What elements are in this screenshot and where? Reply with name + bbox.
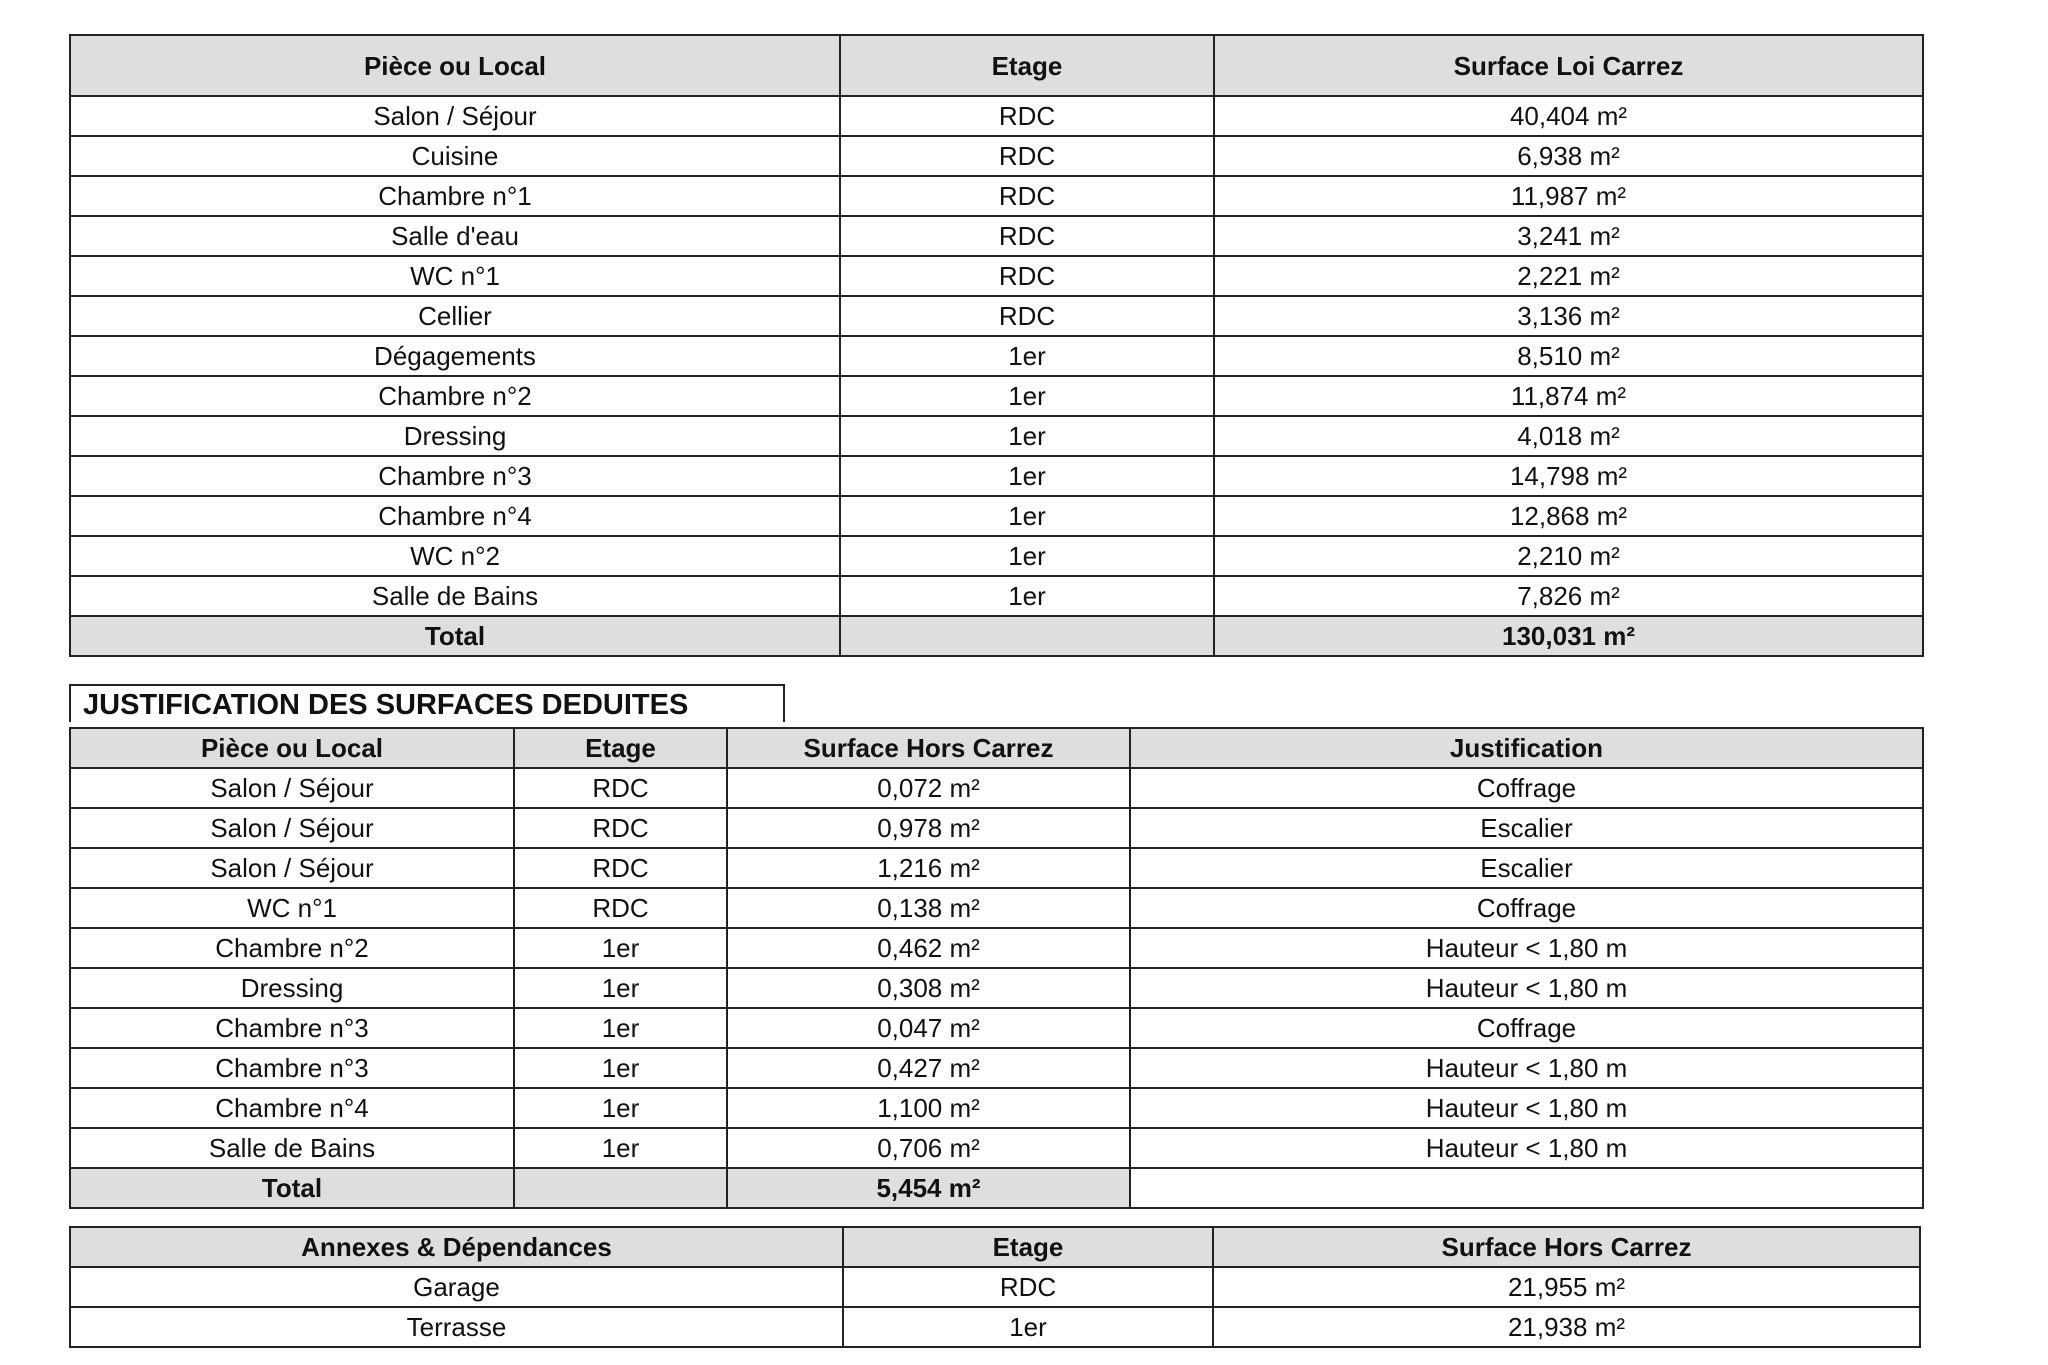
cell-justification: Coffrage	[1130, 1008, 1923, 1048]
table-row	[70, 808, 1923, 848]
cell-justification: Escalier	[1130, 808, 1923, 848]
cell-piece: Salle de Bains	[70, 1128, 514, 1168]
cell-piece: WC n°1	[70, 256, 840, 296]
cell-etage: RDC	[514, 808, 727, 848]
cell-piece: WC n°1	[70, 888, 514, 928]
cell-piece: Cuisine	[70, 136, 840, 176]
cell-surface: 2,210 m²	[1214, 536, 1923, 576]
cell-surface: 3,136 m²	[1214, 296, 1923, 336]
cell-piece: Dégagements	[70, 336, 840, 376]
justification-title: JUSTIFICATION DES SURFACES DEDUITES	[69, 684, 785, 722]
cell-piece: Cellier	[70, 296, 840, 336]
table-row	[70, 176, 1923, 216]
table-row	[70, 416, 1923, 456]
cell-piece: Chambre n°1	[70, 176, 840, 216]
cell-surface: 0,978 m²	[727, 808, 1130, 848]
total-label: Total	[70, 616, 840, 656]
cell-piece: Salon / Séjour	[70, 808, 514, 848]
table-row	[70, 888, 1923, 928]
table-row	[70, 1008, 1923, 1048]
table-row	[70, 928, 1923, 968]
cell-surface: 0,138 m²	[727, 888, 1130, 928]
cell-surface: 40,404 m²	[1214, 96, 1923, 136]
cell-etage: 1er	[514, 1088, 727, 1128]
cell-piece: Chambre n°2	[70, 928, 514, 968]
annexes-table	[69, 1226, 1921, 1348]
total-surface: 130,031 m²	[1214, 616, 1923, 656]
cell-piece: Salle d'eau	[70, 216, 840, 256]
table-row	[70, 768, 1923, 808]
table-row	[70, 296, 1923, 336]
column-header-surface: Surface Hors Carrez	[1213, 1227, 1920, 1267]
cell-surface: 11,874 m²	[1214, 376, 1923, 416]
cell-surface: 0,308 m²	[727, 968, 1130, 1008]
total-etage	[840, 616, 1214, 656]
table-row	[70, 1088, 1923, 1128]
total-etage	[514, 1168, 727, 1208]
table-row	[70, 1307, 1920, 1347]
cell-surface: 3,241 m²	[1214, 216, 1923, 256]
cell-etage: RDC	[514, 888, 727, 928]
table-row	[70, 96, 1923, 136]
loi-carrez-table	[69, 34, 1924, 657]
cell-etage: 1er	[514, 1008, 727, 1048]
cell-etage: 1er	[840, 376, 1214, 416]
column-header-etage: Etage	[843, 1227, 1213, 1267]
cell-piece: Dressing	[70, 968, 514, 1008]
total-row	[70, 616, 1923, 656]
cell-surface: 7,826 m²	[1214, 576, 1923, 616]
table-row	[70, 136, 1923, 176]
cell-surface: 0,706 m²	[727, 1128, 1130, 1168]
cell-justification: Hauteur < 1,80 m	[1130, 1128, 1923, 1168]
column-header-etage: Etage	[840, 35, 1214, 96]
cell-piece: WC n°2	[70, 536, 840, 576]
cell-etage: 1er	[840, 416, 1214, 456]
table-row	[70, 256, 1923, 296]
cell-piece: Chambre n°3	[70, 1048, 514, 1088]
cell-justification: Escalier	[1130, 848, 1923, 888]
cell-etage: 1er	[840, 456, 1214, 496]
cell-surface: 1,100 m²	[727, 1088, 1130, 1128]
cell-surface: 0,427 m²	[727, 1048, 1130, 1088]
table-row	[70, 536, 1923, 576]
column-header-piece: Pièce ou Local	[70, 35, 840, 96]
total-row	[70, 1168, 1923, 1208]
total-surface: 5,454 m²	[727, 1168, 1130, 1208]
cell-etage: 1er	[840, 336, 1214, 376]
cell-piece: Chambre n°3	[70, 456, 840, 496]
cell-etage: 1er	[514, 968, 727, 1008]
table-row	[70, 336, 1923, 376]
cell-etage: 1er	[840, 576, 1214, 616]
table-row	[70, 496, 1923, 536]
column-header-justification: Justification	[1130, 728, 1923, 768]
cell-etage: RDC	[840, 136, 1214, 176]
cell-piece: Salon / Séjour	[70, 848, 514, 888]
cell-etage: 1er	[840, 536, 1214, 576]
table-header-row	[70, 1227, 1920, 1267]
cell-piece: Chambre n°4	[70, 496, 840, 536]
cell-etage: RDC	[843, 1267, 1213, 1307]
total-label: Total	[70, 1168, 514, 1208]
table-row	[70, 456, 1923, 496]
cell-surface: 0,047 m²	[727, 1008, 1130, 1048]
cell-etage: 1er	[514, 1048, 727, 1088]
table-row	[70, 848, 1923, 888]
cell-justification: Hauteur < 1,80 m	[1130, 928, 1923, 968]
cell-surface: 1,216 m²	[727, 848, 1130, 888]
cell-etage: 1er	[514, 928, 727, 968]
table-row	[70, 968, 1923, 1008]
cell-piece: Salon / Séjour	[70, 768, 514, 808]
cell-surface: 6,938 m²	[1214, 136, 1923, 176]
cell-surface: 4,018 m²	[1214, 416, 1923, 456]
cell-piece: Chambre n°4	[70, 1088, 514, 1128]
cell-surface: 0,462 m²	[727, 928, 1130, 968]
justification-table	[69, 727, 1924, 1209]
cell-piece: Chambre n°2	[70, 376, 840, 416]
cell-surface: 8,510 m²	[1214, 336, 1923, 376]
table-header-row	[70, 728, 1923, 768]
cell-piece: Dressing	[70, 416, 840, 456]
column-header-piece: Pièce ou Local	[70, 728, 514, 768]
cell-annexe: Garage	[70, 1267, 843, 1307]
cell-justification: Hauteur < 1,80 m	[1130, 1088, 1923, 1128]
cell-surface: 2,221 m²	[1214, 256, 1923, 296]
cell-surface: 21,938 m²	[1213, 1307, 1920, 1347]
table-row	[70, 376, 1923, 416]
cell-piece: Chambre n°3	[70, 1008, 514, 1048]
cell-annexe: Terrasse	[70, 1307, 843, 1347]
cell-etage: 1er	[514, 1128, 727, 1168]
table-row	[70, 1267, 1920, 1307]
cell-justification: Hauteur < 1,80 m	[1130, 1048, 1923, 1088]
total-justification	[1130, 1168, 1923, 1208]
column-header-etage: Etage	[514, 728, 727, 768]
cell-surface: 21,955 m²	[1213, 1267, 1920, 1307]
table-row	[70, 216, 1923, 256]
cell-etage: RDC	[840, 296, 1214, 336]
table-row	[70, 1048, 1923, 1088]
cell-etage: RDC	[840, 176, 1214, 216]
table-header-row	[70, 35, 1923, 96]
cell-etage: RDC	[840, 216, 1214, 256]
cell-etage: 1er	[840, 496, 1214, 536]
table-row	[70, 1128, 1923, 1168]
cell-surface: 11,987 m²	[1214, 176, 1923, 216]
cell-justification: Coffrage	[1130, 888, 1923, 928]
cell-etage: 1er	[843, 1307, 1213, 1347]
cell-surface: 12,868 m²	[1214, 496, 1923, 536]
cell-etage: RDC	[840, 96, 1214, 136]
column-header-surface: Surface Loi Carrez	[1214, 35, 1923, 96]
cell-etage: RDC	[840, 256, 1214, 296]
column-header-annexe: Annexes & Dépendances	[70, 1227, 843, 1267]
cell-piece: Salle de Bains	[70, 576, 840, 616]
table-row	[70, 576, 1923, 616]
cell-surface: 0,072 m²	[727, 768, 1130, 808]
column-header-surface: Surface Hors Carrez	[727, 728, 1130, 768]
cell-piece: Salon / Séjour	[70, 96, 840, 136]
cell-etage: RDC	[514, 848, 727, 888]
cell-surface: 14,798 m²	[1214, 456, 1923, 496]
cell-justification: Hauteur < 1,80 m	[1130, 968, 1923, 1008]
cell-justification: Coffrage	[1130, 768, 1923, 808]
cell-etage: RDC	[514, 768, 727, 808]
